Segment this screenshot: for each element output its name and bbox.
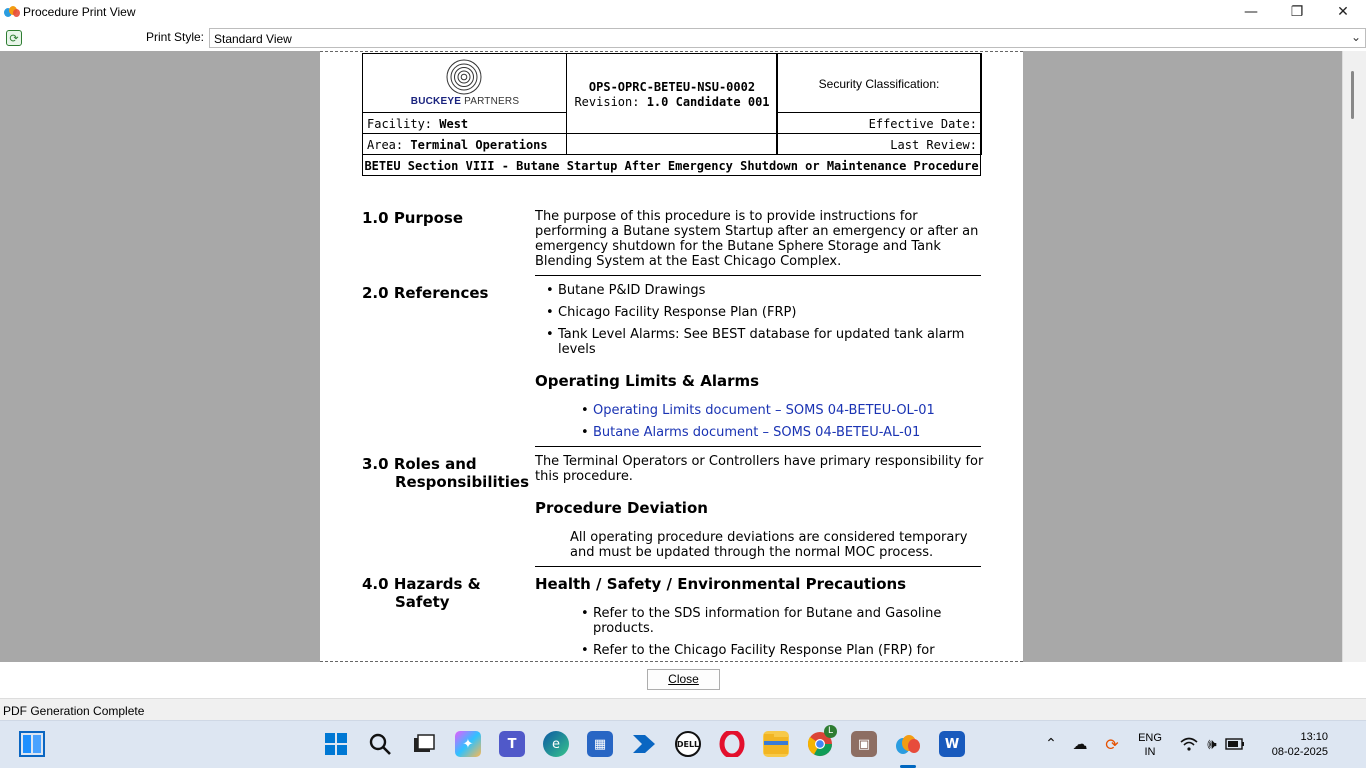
- effective-date-cell: Effective Date:: [776, 112, 982, 134]
- area-cell: Area: Terminal Operations: [362, 133, 567, 155]
- teams-icon[interactable]: T: [499, 731, 525, 757]
- reference-item: • Tank Level Alarms: See BEST database for updated tank alarm levels: [546, 327, 965, 357]
- reference-item: • Chicago Facility Response Plan (FRP): [546, 305, 797, 320]
- status-text: PDF Generation Complete: [3, 704, 145, 718]
- desktop-widgets-icon[interactable]: [19, 731, 45, 757]
- last-review-cell: Last Review:: [776, 133, 982, 155]
- section-roles-heading: 3.0 Roles and Responsibilities: [362, 455, 530, 491]
- volume-icon[interactable]: 🕪: [1207, 735, 1217, 753]
- refresh-icon[interactable]: ⟳: [6, 30, 22, 46]
- word-icon[interactable]: W: [939, 731, 965, 757]
- window-title: Procedure Print View: [23, 5, 136, 19]
- doc-number: OPS-OPRC-BETEU-NSU-0002: [588, 80, 756, 94]
- store-icon[interactable]: ▦: [587, 731, 613, 757]
- task-view-icon[interactable]: [411, 731, 437, 757]
- document-header-table: [362, 53, 981, 176]
- chrome-icon[interactable]: [807, 726, 833, 757]
- window-controls: [1228, 0, 1366, 24]
- chevron-down-icon: ⌄: [1350, 30, 1361, 44]
- chrome-profile-badge: L: [824, 725, 837, 738]
- logo-cell: [362, 53, 567, 113]
- section-references-heading: 2.0 References: [362, 284, 489, 302]
- company-name: BUCKEYE PARTNERS: [410, 96, 520, 107]
- opera-icon[interactable]: [719, 731, 745, 757]
- minimize-button[interactable]: —: [1244, 4, 1258, 20]
- print-style-select[interactable]: [209, 28, 1366, 48]
- procedure-app-icon[interactable]: [895, 731, 921, 757]
- hazard-item: • Refer to the SDS information for Butane and Gasoline products.: [581, 606, 942, 636]
- file-explorer-icon[interactable]: [763, 731, 789, 757]
- maximize-button[interactable]: ❐: [1290, 4, 1304, 20]
- operating-limits-link[interactable]: • Operating Limits document – SOMS 04-BETEU-OL-01: [581, 403, 935, 418]
- doc-number-cell: [566, 53, 778, 134]
- title-bar: [0, 0, 1366, 24]
- close-window-button[interactable]: ✕: [1337, 4, 1349, 20]
- vertical-scrollbar[interactable]: [1342, 51, 1366, 662]
- security-cell: [776, 53, 982, 113]
- copilot-icon[interactable]: ✦: [455, 731, 481, 757]
- update-icon[interactable]: ⟳: [1105, 734, 1119, 754]
- taskbar: [0, 720, 1366, 768]
- reference-item: • Butane P&ID Drawings: [546, 283, 706, 298]
- language-indicator[interactable]: ENG IN: [1138, 732, 1162, 758]
- chevron-up-icon[interactable]: ⌃: [1045, 736, 1057, 752]
- edge-icon[interactable]: e: [543, 731, 569, 757]
- close-button[interactable]: Close: [647, 669, 720, 690]
- section-purpose-heading: 1.0 Purpose: [362, 209, 464, 227]
- revision: Revision: 1.0 Candidate 001: [574, 95, 770, 109]
- document-page: [320, 51, 1023, 662]
- hazard-item: • Refer to the Chicago Facility Response Plan (FRP) for: [581, 643, 935, 658]
- hse-precautions-heading: Health / Safety / Environmental Precautions: [535, 575, 907, 593]
- document-viewer[interactable]: [0, 51, 1342, 662]
- power-automate-icon[interactable]: [631, 731, 657, 757]
- print-style-label: Print Style:: [146, 30, 205, 44]
- section-hazards-heading: 4.0 Hazards & Safety: [362, 575, 481, 611]
- purpose-text: The purpose of this procedure is to provide instructions for performing a Butane system Startup after an emergency or after an emergency shutdown for the Butane Sphere Storage and Tank Blending System at the East Chicago Complex.: [535, 209, 979, 269]
- deviation-text: All operating procedure deviations are considered temporary and must be updated through the normal MOC process.: [570, 530, 968, 560]
- app-icon: [4, 4, 20, 20]
- facility-cell: Facility: West: [362, 112, 567, 134]
- procedure-deviation-heading: Procedure Deviation: [535, 499, 708, 517]
- buckeye-logo-icon: [445, 58, 483, 96]
- divider: [535, 566, 981, 567]
- empty-cell: [566, 133, 778, 155]
- butane-alarms-link[interactable]: • Butane Alarms document – SOMS 04-BETEU-AL-01: [581, 425, 921, 440]
- battery-icon[interactable]: [1222, 731, 1248, 757]
- toolbar: [0, 28, 1366, 50]
- button-bar: [0, 662, 1366, 698]
- onedrive-sync-icon[interactable]: ☁: [1072, 735, 1088, 753]
- operating-limits-heading: Operating Limits & Alarms: [535, 372, 760, 390]
- status-bar: [0, 698, 1366, 720]
- user-app-icon[interactable]: ▣: [851, 731, 877, 757]
- roles-text: The Terminal Operators or Controllers have primary responsibility for this procedure.: [535, 454, 984, 484]
- clock[interactable]: 13:10 08-02-2025: [1271, 731, 1328, 758]
- procedure-title: BETEU Section VIII - Butane Startup After Emergency Shutdown or Maintenance Procedure: [362, 154, 981, 176]
- divider: [535, 275, 981, 276]
- print-style-value: Standard View: [214, 32, 292, 46]
- divider: [535, 446, 981, 447]
- search-icon[interactable]: [367, 731, 393, 757]
- dell-icon[interactable]: DELL: [675, 731, 701, 757]
- security-classification-label: Security Classification:: [818, 77, 940, 91]
- windows-start-icon[interactable]: [323, 731, 349, 757]
- scrollbar-thumb[interactable]: [1351, 71, 1354, 119]
